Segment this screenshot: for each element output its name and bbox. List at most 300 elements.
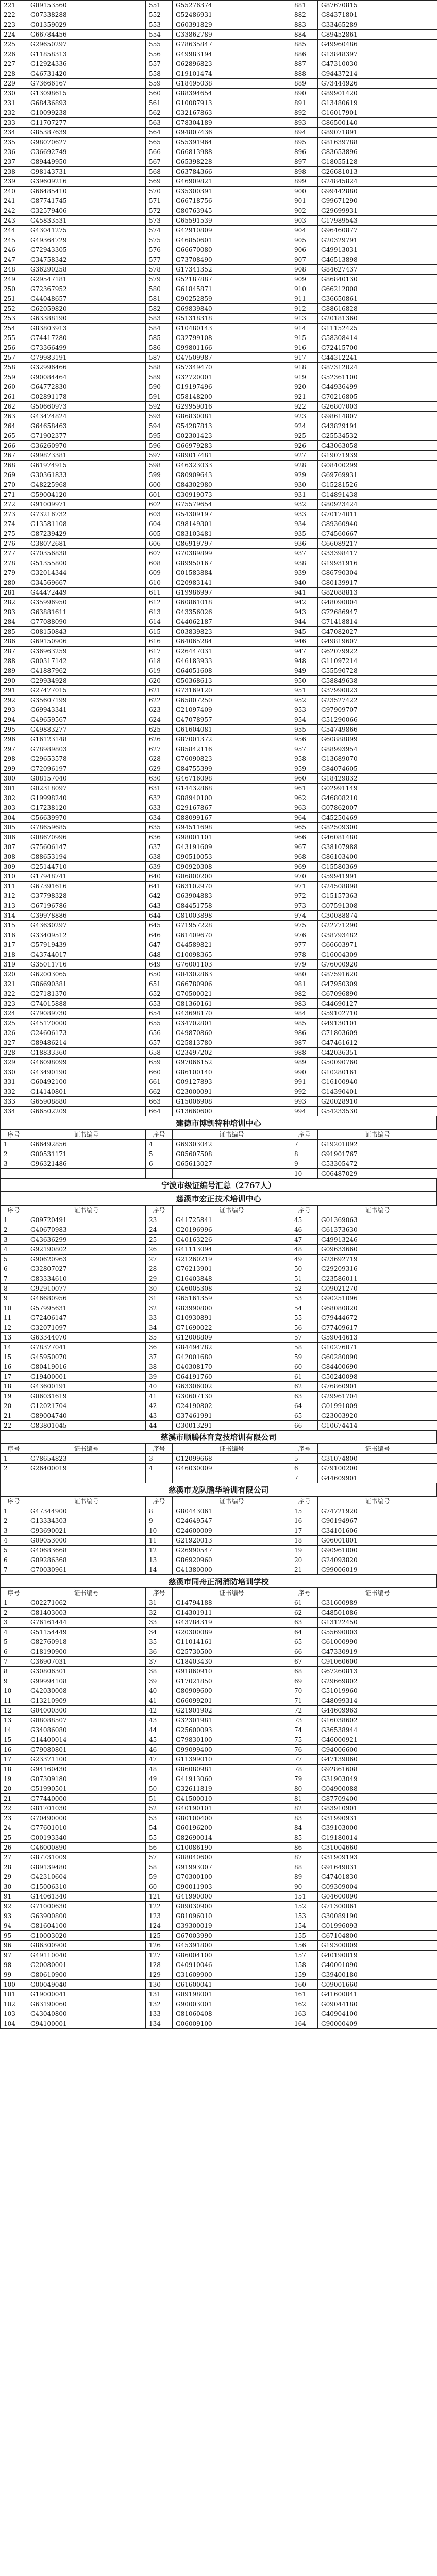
- column-header: 序号: [1, 1206, 27, 1215]
- certificate-number-cell: G88940100: [173, 793, 291, 803]
- certificate-number-cell: G24508898: [318, 882, 437, 891]
- table-row: [1, 265, 437, 275]
- serial-number-cell: 159: [291, 1970, 318, 1980]
- serial-number-cell: 16: [1, 1745, 27, 1755]
- column-header: 证书编号: [318, 1497, 437, 1506]
- serial-number-cell: 664: [146, 1107, 173, 1116]
- table-row: [1, 1921, 437, 1931]
- serial-number-cell: 95: [1, 1931, 27, 1941]
- table-row: [1, 1087, 437, 1097]
- certificate-number-cell: G37990023: [318, 686, 437, 696]
- serial-number-cell: 314: [1, 911, 27, 921]
- table-row: [1, 1657, 437, 1667]
- serial-number-cell: 304: [1, 813, 27, 823]
- certificate-number-cell: G11152425: [318, 324, 437, 333]
- serial-number-cell: 242: [1, 206, 27, 216]
- serial-number-cell: 35: [146, 1637, 173, 1647]
- serial-number-cell: 971: [291, 882, 318, 891]
- table-row: [1, 764, 437, 774]
- serial-number-cell: 6: [146, 1159, 173, 1169]
- table-row: [1, 1735, 437, 1745]
- certificate-number-cell: G41113094: [173, 1245, 291, 1255]
- certificate-number-cell: G25600093: [173, 1725, 291, 1735]
- certificate-number-cell: G21260219: [173, 1255, 291, 1264]
- serial-number-cell: 73: [291, 1716, 318, 1725]
- serial-number-cell: 259: [1, 372, 27, 382]
- table-row: [1, 950, 437, 960]
- certificate-number-cell: G10280161: [318, 1067, 437, 1077]
- table-row: [1, 1536, 437, 1546]
- certificate-number-cell: G61409670: [173, 930, 291, 940]
- certificate-number-cell: G80419016: [27, 1362, 146, 1372]
- table-row: [1, 1676, 437, 1686]
- certificate-number-cell: G63102970: [173, 882, 291, 891]
- table-row: [1, 1745, 437, 1755]
- serial-number-cell: 21: [291, 1565, 318, 1575]
- table-row: [1, 813, 437, 823]
- serial-number-cell: 625: [146, 725, 173, 735]
- serial-number-cell: 224: [1, 30, 27, 40]
- serial-number-cell: 152: [291, 1902, 318, 1911]
- certificate-number-cell: G40308170: [173, 1362, 291, 1372]
- certificate-number-cell: G13689070: [318, 754, 437, 764]
- table-row: [1, 1097, 437, 1107]
- table-row: [1, 1667, 437, 1676]
- certificate-number-cell: G63881611: [27, 607, 146, 617]
- serial-number-cell: 950: [291, 676, 318, 686]
- column-header: 证书编号: [318, 1588, 437, 1598]
- column-header: 证书编号: [173, 1588, 291, 1598]
- certificate-number-cell: G49913246: [318, 1235, 437, 1245]
- serial-number-cell: 19: [1, 1392, 27, 1401]
- serial-number-cell: 2: [1, 1608, 27, 1618]
- certificate-number-cell: G58849638: [318, 676, 437, 686]
- certificate-number-cell: G89452861: [318, 30, 437, 40]
- certificate-number-cell: G26681013: [318, 167, 437, 177]
- certificate-number-cell: G31600989: [318, 1598, 437, 1608]
- serial-number-cell: 256: [1, 343, 27, 353]
- certificate-number-cell: G10003020: [27, 1931, 146, 1941]
- serial-number-cell: 294: [1, 715, 27, 725]
- serial-number-cell: 246: [1, 245, 27, 255]
- serial-number-cell: 991: [291, 1077, 318, 1087]
- serial-number-cell: 253: [1, 314, 27, 324]
- serial-number-cell: 160: [291, 1980, 318, 1990]
- certificate-number-cell: G19931916: [318, 558, 437, 568]
- table-row: [1, 470, 437, 480]
- certificate-number-cell: G70216805: [318, 392, 437, 402]
- serial-number-cell: 586: [146, 343, 173, 353]
- certificate-number-cell: G74015888: [27, 999, 146, 1009]
- serial-number-cell: 917: [291, 353, 318, 363]
- certificate-number-cell: G88394654: [173, 89, 291, 98]
- certificate-number-cell: G66492856: [27, 1140, 146, 1149]
- certificate-number-cell: G81403003: [27, 1608, 146, 1618]
- certificate-number-cell: G47509987: [173, 353, 291, 363]
- serial-number-cell: 29: [146, 1274, 173, 1284]
- certificate-number-cell: G39609216: [27, 177, 146, 187]
- serial-number-cell: 251: [1, 294, 27, 304]
- table-row: [1, 588, 437, 598]
- certificate-number-cell: G79089730: [27, 1009, 146, 1019]
- certificate-number-cell: G91009971: [27, 500, 146, 510]
- certificate-number-cell: G66089217: [318, 539, 437, 549]
- serial-number-cell: 605: [146, 529, 173, 539]
- table-row: [1, 1892, 437, 1902]
- serial-number-cell: 42: [146, 1706, 173, 1716]
- certificate-number-cell: G62079922: [318, 647, 437, 656]
- serial-number-cell: 641: [146, 882, 173, 891]
- table-row: [1, 549, 437, 558]
- serial-number-cell: 271: [1, 490, 27, 500]
- table-row: [1, 558, 437, 568]
- serial-number-cell: 330: [1, 1067, 27, 1077]
- certificate-number-cell: G45170000: [27, 1019, 146, 1028]
- serial-number-cell: 887: [291, 59, 318, 69]
- serial-number-cell: 621: [146, 686, 173, 696]
- serial-number-cell: 900: [291, 187, 318, 196]
- serial-number-cell: 7: [1, 1657, 27, 1667]
- certificate-number-cell: G82690014: [173, 1833, 291, 1843]
- table-row: [1, 2009, 437, 2019]
- serial-number-cell: 53: [291, 1294, 318, 1303]
- serial-number-cell: 221: [1, 1, 27, 10]
- serial-number-cell: 46: [291, 1225, 318, 1235]
- certificate-number-cell: G67096890: [318, 989, 437, 999]
- serial-number-cell: 894: [291, 128, 318, 138]
- serial-number-cell: 14: [1, 1725, 27, 1735]
- serial-number-cell: 278: [1, 558, 27, 568]
- certificate-number-cell: G49819607: [318, 637, 437, 647]
- serial-number-cell: 944: [291, 617, 318, 627]
- table-row: [1, 1774, 437, 1784]
- certificate-number-cell: G90011903: [173, 1882, 291, 1892]
- certificate-number-cell: G50368613: [173, 676, 291, 686]
- serial-number-cell: 10: [1, 1686, 27, 1696]
- certificate-number-cell: G70030961: [27, 1565, 146, 1575]
- serial-number-cell: 972: [291, 891, 318, 901]
- serial-number-cell: 649: [146, 960, 173, 970]
- serial-number-cell: 257: [1, 353, 27, 363]
- serial-number-cell: 656: [146, 1028, 173, 1038]
- serial-number-cell: 638: [146, 852, 173, 862]
- column-header: 证书编号: [27, 1130, 146, 1140]
- serial-number-cell: 324: [1, 1009, 27, 1019]
- certificate-number-cell: G63388190: [27, 314, 146, 324]
- table-row: [1, 235, 437, 245]
- certificate-number-cell: G55590728: [318, 666, 437, 676]
- certificate-number-cell: G98149301: [173, 519, 291, 529]
- certificate-number-cell: G00193340: [27, 1833, 146, 1843]
- serial-number-cell: 980: [291, 970, 318, 979]
- serial-number-cell: 4: [146, 1464, 173, 1473]
- table-row: [1, 1215, 437, 1225]
- certificate-number-cell: G49659567: [27, 715, 146, 725]
- serial-number-cell: 276: [1, 539, 27, 549]
- certificate-number-cell: G47139060: [318, 1755, 437, 1765]
- certificate-number-cell: [173, 1473, 291, 1483]
- certificate-number-cell: G27181370: [27, 989, 146, 999]
- certificate-number-cell: G03839823: [173, 627, 291, 637]
- serial-number-cell: 570: [146, 187, 173, 196]
- certificate-number-cell: G46850601: [173, 235, 291, 245]
- table-row: [1, 177, 437, 187]
- certificate-number-cell: G73216732: [27, 510, 146, 519]
- serial-number-cell: 614: [146, 617, 173, 627]
- serial-number-cell: 966: [291, 833, 318, 842]
- table-row: [1, 1464, 437, 1473]
- certificate-number-cell: G29959016: [173, 402, 291, 412]
- certificate-number-cell: G97066152: [173, 1058, 291, 1067]
- serial-number-cell: 634: [146, 813, 173, 823]
- table-row: [1, 500, 437, 510]
- certificate-number-cell: G71690022: [173, 1323, 291, 1333]
- certificate-number-cell: G51290066: [318, 715, 437, 725]
- certificate-number-cell: G18429832: [318, 774, 437, 784]
- serial-number-cell: 5: [1, 1546, 27, 1555]
- serial-number-cell: 573: [146, 216, 173, 226]
- serial-number-cell: 559: [146, 79, 173, 89]
- serial-number-cell: 30: [1, 1882, 27, 1892]
- serial-number-cell: 291: [1, 686, 27, 696]
- serial-number-cell: 74: [291, 1725, 318, 1735]
- certificate-number-cell: G55690003: [318, 1628, 437, 1637]
- serial-number-cell: 954: [291, 715, 318, 725]
- certificate-number-cell: G71300061: [318, 1902, 437, 1911]
- serial-number-cell: 333: [1, 1097, 27, 1107]
- serial-number-cell: 125: [146, 1931, 173, 1941]
- serial-number-cell: 239: [1, 177, 27, 187]
- certificate-number-cell: G67196786: [27, 901, 146, 911]
- certificate-number-cell: G09198001: [173, 1990, 291, 1999]
- serial-number-cell: 320: [1, 970, 27, 979]
- table-row: [1, 1255, 437, 1264]
- certificate-number-cell: G20329791: [318, 235, 437, 245]
- serial-number-cell: 612: [146, 598, 173, 607]
- serial-number-cell: 273: [1, 510, 27, 519]
- certificate-number-cell: G11014161: [173, 1637, 291, 1647]
- table-row: [1, 147, 437, 157]
- serial-number-cell: 647: [146, 940, 173, 950]
- serial-number-cell: 4: [146, 1140, 173, 1149]
- serial-number-cell: 7: [1, 1565, 27, 1575]
- certificate-number-cell: G19986997: [173, 588, 291, 598]
- table-row: [1, 1411, 437, 1421]
- certificate-number-cell: G87670815: [318, 1, 437, 10]
- certificate-number-cell: G85842116: [173, 744, 291, 754]
- serial-number-cell: 600: [146, 480, 173, 490]
- serial-number-cell: 24: [146, 1225, 173, 1235]
- serial-number-cell: 571: [146, 196, 173, 206]
- table-row: [1, 1637, 437, 1647]
- column-header: 序号: [1, 1497, 27, 1506]
- certificate-number-cell: G11399010: [173, 1755, 291, 1765]
- certificate-number-cell: G35996950: [27, 598, 146, 607]
- serial-number-cell: 16: [291, 1516, 318, 1526]
- certificate-number-cell: G62896823: [173, 59, 291, 69]
- serial-number-cell: 578: [146, 265, 173, 275]
- serial-number-cell: 76: [291, 1745, 318, 1755]
- certificate-number-cell: G19197496: [173, 382, 291, 392]
- serial-number-cell: 277: [1, 549, 27, 558]
- certificate-number-cell: G86500140: [318, 118, 437, 128]
- certificate-number-cell: G19300009: [318, 1941, 437, 1951]
- serial-number-cell: 643: [146, 901, 173, 911]
- serial-number-cell: 4: [1, 1628, 27, 1637]
- table-row: [1, 40, 437, 49]
- table-row: [1, 412, 437, 421]
- serial-number-cell: 28: [1, 1862, 27, 1872]
- serial-number-cell: 282: [1, 598, 27, 607]
- serial-number-cell: 993: [291, 1097, 318, 1107]
- certificate-number-cell: G34101606: [318, 1526, 437, 1536]
- certificate-number-cell: G60196200: [173, 1823, 291, 1833]
- serial-number-cell: 904: [291, 226, 318, 235]
- serial-number-cell: 163: [291, 2009, 318, 2019]
- certificate-number-cell: G09001660: [318, 1980, 437, 1990]
- certificate-number-cell: G19000041: [27, 1990, 146, 1999]
- certificate-number-cell: G69303042: [173, 1140, 291, 1149]
- serial-number-cell: 596: [146, 441, 173, 451]
- certificate-number-cell: G24606173: [27, 1028, 146, 1038]
- table-row: [1, 1853, 437, 1862]
- serial-number-cell: 54: [146, 1823, 173, 1833]
- certificate-number-cell: [27, 1169, 146, 1179]
- certificate-number-cell: G66979283: [173, 441, 291, 451]
- certificate-number-cell: G62003065: [27, 970, 146, 979]
- certificate-number-cell: G55276374: [173, 1, 291, 10]
- section-2-table: [0, 1205, 437, 1431]
- serial-number-cell: 262: [1, 402, 27, 412]
- serial-number-cell: 963: [291, 803, 318, 813]
- column-header: 序号: [291, 1444, 318, 1454]
- serial-number-cell: 960: [291, 774, 318, 784]
- table-row: [1, 744, 437, 754]
- certificate-number-cell: G73708490: [173, 255, 291, 265]
- certificate-number-cell: G68436893: [27, 98, 146, 108]
- table-row: [1, 607, 437, 617]
- serial-number-cell: 973: [291, 901, 318, 911]
- serial-number-cell: 129: [146, 1970, 173, 1980]
- certificate-number-cell: G06487029: [318, 1169, 437, 1179]
- serial-number-cell: 967: [291, 842, 318, 852]
- column-header: 证书编号: [318, 1130, 437, 1140]
- serial-number-cell: 907: [291, 255, 318, 265]
- serial-number-cell: 240: [1, 187, 27, 196]
- serial-number-cell: 332: [1, 1087, 27, 1097]
- serial-number-cell: 18: [1, 1765, 27, 1774]
- serial-number-cell: 2: [1, 1225, 27, 1235]
- serial-number-cell: 28: [146, 1264, 173, 1274]
- table-row: [1, 167, 437, 177]
- table-row: [1, 1140, 437, 1149]
- certificate-number-cell: G59004120: [27, 490, 146, 500]
- serial-number-cell: 297: [1, 744, 27, 754]
- certificate-number-cell: G83990800: [173, 1303, 291, 1313]
- table-row: [1, 49, 437, 59]
- serial-number-cell: 40: [146, 1382, 173, 1392]
- serial-number-cell: 27: [1, 1853, 27, 1862]
- certificate-number-cell: G46323033: [173, 461, 291, 470]
- serial-number-cell: 928: [291, 461, 318, 470]
- serial-number-cell: 926: [291, 441, 318, 451]
- serial-number-cell: 940: [291, 578, 318, 588]
- certificate-number-cell: G16100940: [318, 1077, 437, 1087]
- section-6-table: [0, 1891, 437, 2029]
- table-row: [1, 1294, 437, 1303]
- certificate-number-cell: G72406147: [27, 1313, 146, 1323]
- serial-number-cell: 1: [1, 1598, 27, 1608]
- serial-number-cell: 99: [1, 1970, 27, 1980]
- serial-number-cell: 319: [1, 960, 27, 970]
- certificate-number-cell: G70300100: [173, 1872, 291, 1882]
- serial-number-cell: 914: [291, 324, 318, 333]
- certificate-number-cell: G87001372: [173, 735, 291, 744]
- serial-number-cell: 911: [291, 294, 318, 304]
- certificate-number-cell: G66718756: [173, 196, 291, 206]
- certificate-number-cell: G44062187: [173, 617, 291, 627]
- serial-number-cell: 48: [291, 1245, 318, 1255]
- certificate-number-cell: G02318097: [27, 784, 146, 793]
- serial-number-cell: 48: [146, 1765, 173, 1774]
- certificate-number-cell: G89004740: [27, 1411, 146, 1421]
- certificate-number-cell: G84494782: [173, 1343, 291, 1352]
- certificate-number-cell: G94437214: [318, 69, 437, 79]
- serial-number-cell: 931: [291, 490, 318, 500]
- serial-number-cell: 552: [146, 10, 173, 20]
- certificate-number-cell: G09053000: [27, 1536, 146, 1546]
- serial-number-cell: [1, 1473, 27, 1483]
- serial-number-cell: 19: [291, 1546, 318, 1555]
- table-row: [1, 882, 437, 891]
- certificate-number-cell: G86919797: [173, 539, 291, 549]
- serial-number-cell: 62: [291, 1382, 318, 1392]
- certificate-number-cell: G90003001: [173, 1999, 291, 2009]
- certificate-number-cell: G10276071: [318, 1343, 437, 1352]
- certificate-number-cell: G44472449: [27, 588, 146, 598]
- certificate-number-cell: G23692719: [318, 1255, 437, 1264]
- certificate-number-cell: G78635847: [173, 40, 291, 49]
- certificate-number-cell: G63900800: [27, 1911, 146, 1921]
- certificate-number-cell: G86830081: [173, 412, 291, 421]
- certificate-number-cell: G47401830: [318, 1872, 437, 1882]
- certificate-number-cell: G40670983: [27, 1225, 146, 1235]
- certificate-number-cell: G02271062: [27, 1598, 146, 1608]
- table-row: [1, 1804, 437, 1814]
- certificate-number-cell: G09127893: [173, 1077, 291, 1087]
- serial-number-cell: 67: [291, 1657, 318, 1667]
- serial-number-cell: 64: [291, 1628, 318, 1637]
- serial-number-cell: 56: [291, 1323, 318, 1333]
- table-row: [1, 1235, 437, 1245]
- table-row: [1, 157, 437, 167]
- serial-number-cell: 22: [1, 1421, 27, 1431]
- table-row: [1, 656, 437, 666]
- certificate-number-cell: G25730500: [173, 1647, 291, 1657]
- certificate-number-cell: G46808210: [318, 793, 437, 803]
- certificate-number-cell: G12924336: [27, 59, 146, 69]
- certificate-number-cell: G12099668: [173, 1454, 291, 1464]
- serial-number-cell: 13: [1, 1716, 27, 1725]
- serial-number-cell: 23: [146, 1215, 173, 1225]
- serial-number-cell: 607: [146, 549, 173, 558]
- certificate-number-cell: G34702801: [173, 1019, 291, 1028]
- serial-number-cell: 579: [146, 275, 173, 284]
- certificate-number-cell: G99006019: [318, 1565, 437, 1575]
- serial-number-cell: 83: [291, 1814, 318, 1823]
- serial-number-cell: 235: [1, 138, 27, 147]
- certificate-number-cell: G73169120: [173, 686, 291, 696]
